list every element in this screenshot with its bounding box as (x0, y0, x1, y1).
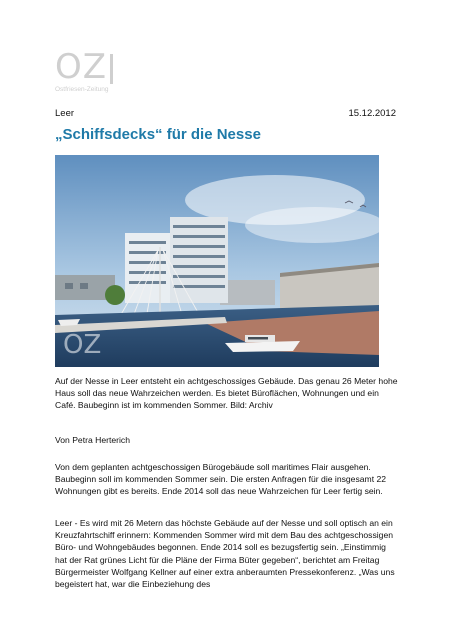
cloud (245, 207, 379, 243)
warehouse-left (220, 280, 275, 305)
location: Leer (55, 108, 75, 119)
logo-bar (110, 54, 113, 84)
paragraph: Leer - Es wird mit 26 Metern das höchste Gebäude auf der Nesse und soll optisch an ein Kreuzfahrtschiff erinnern: Kommenden Sommer wird mit dem Bau des achtgeschossigen Büro- und Wohngebäudes begonnen. Ende 2014 soll es bezugsfertig sein. „Einstimmig hat der Rat grünes Licht für die Pläne der Firma Büter gegeben“, berichtet am Freitag Bürgermeister Wolfgang Kellner auf einer extra anberaumten Pressekonferenz. „Was uns begeistert hat, war die Einbeziehung des (55, 518, 395, 590)
logo-mark (55, 47, 125, 87)
article-image (55, 155, 379, 367)
tree (105, 285, 125, 305)
rendering-illustration (55, 155, 379, 367)
logo-subtitle: Ostfriesen-Zeitung (55, 86, 109, 93)
newspaper-logo (55, 47, 125, 100)
headline: „Schiffsdecks“ für die Nesse (55, 126, 261, 143)
small-boat (58, 319, 80, 326)
byline: Von Petra Herterich (55, 435, 130, 445)
paragraph: Von dem geplanten achtgeschossigen Bürogebäude soll maritimes Flair ausgehen. Baubeginn soll im kommenden Sommer sein. Die ersten Anfragen für die insgesamt 22 Wohnungen gibt es bereits. Ende 2014 soll das neue Wahrzeichen für Leer fertig sein. (55, 462, 387, 497)
image-caption: Auf der Nesse in Leer entsteht ein achtgeschossiges Gebäude. Das genau 26 Meter hohe Haus soll das neue Wahrzeichen werden. Es bietet Büroflächen, Wohnungen und ein Café. Baubeginn ist im kommenden Sommer. Bild: Archiv (55, 376, 398, 411)
image-watermark: OZ (63, 330, 102, 360)
logo-letters: OZ (55, 47, 108, 87)
date: 15.12.2012 (348, 108, 396, 119)
